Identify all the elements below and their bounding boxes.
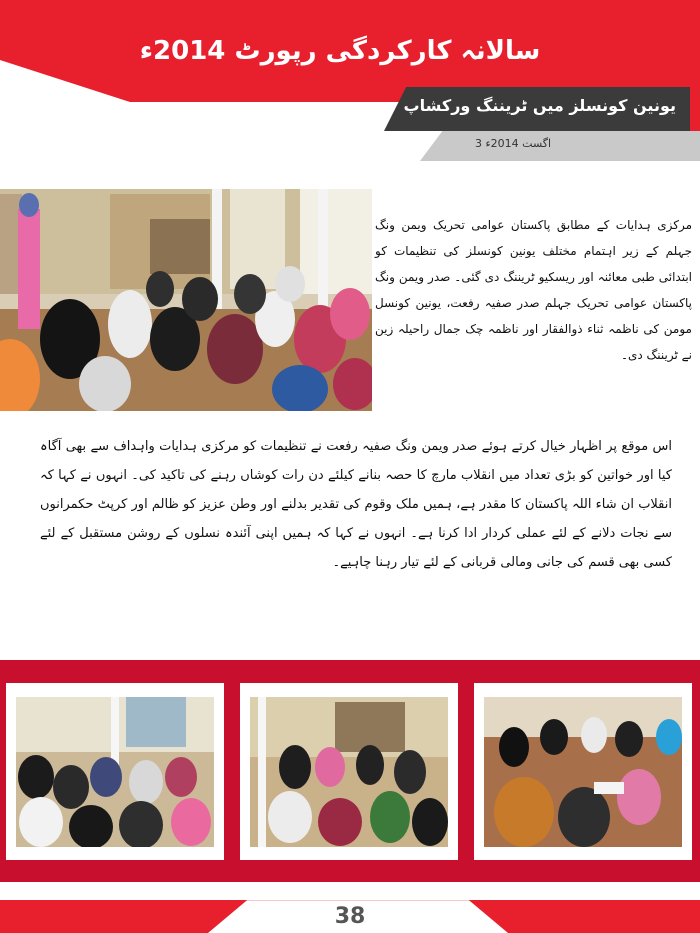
page-number: 38	[334, 904, 366, 929]
workshop-photo-center	[250, 697, 448, 847]
intro-paragraph: مرکزی ہدایات کے مطابق پاکستان عوامی تحریک ویمن ونگ جہلم کے زیر اہتمام مختلف یونین کونسلز کی تنظیمات کو ابتدائی طبی معائنہ اور ریسکیو ٹریننگ دی گئی۔ صدر ویمن ونگ پاکستان عوامی تحریک جہلم صدر صفیہ رفعت، یونین کونسل مومن کی ناظمہ ثناء ذوالفقار اور ناظمہ چک جمال راحیلہ زین نے ٹریننگ دی۔	[375, 218, 692, 362]
section-title: یونین کونسلز میں ٹریننگ ورکشاپ	[403, 96, 676, 115]
workshop-photo-left	[16, 697, 214, 847]
date-label: 3 اگست 2014ء	[474, 137, 552, 150]
body-paragraph: اس موقع پر اظہار خیال کرتے ہوئے صدر ویمن ونگ صفیہ رفعت نے تنظیمات کو مرکزی ہدایات واہداف سے بھی آگاہ کیا اور خواتین کو بڑی تعداد میں انقلاب مارچ کا حصہ بنانے کیلئے دن رات کوشاں رہنے کی تاکید کی۔ انہوں نے کہا کہ انقلاب ان شاء اللہ پاکستان کا مقدر ہے، ہمیں ملک وقوم کی تقدیر بدلنے اور وطن عزیز کو ظالم اور کرپٹ حکمرانوں سے نجات دلانے کے لئے عملی کردار ادا کرنا ہے۔ انہوں نے کہا کہ ہمیں اپنی آئندہ نسلوں کے روشن مستقبل کے لئے کسی بھی قسم کی جانی ومالی قربانی کے لئے تیار رہنا چاہیے۔	[40, 439, 672, 570]
workshop-photo-right	[484, 697, 682, 847]
page-title: سالانہ کارکردگی رپورٹ 2014ء	[139, 36, 541, 66]
date-band	[420, 131, 700, 161]
header-notch	[0, 60, 130, 102]
workshop-photo-main	[0, 189, 372, 411]
